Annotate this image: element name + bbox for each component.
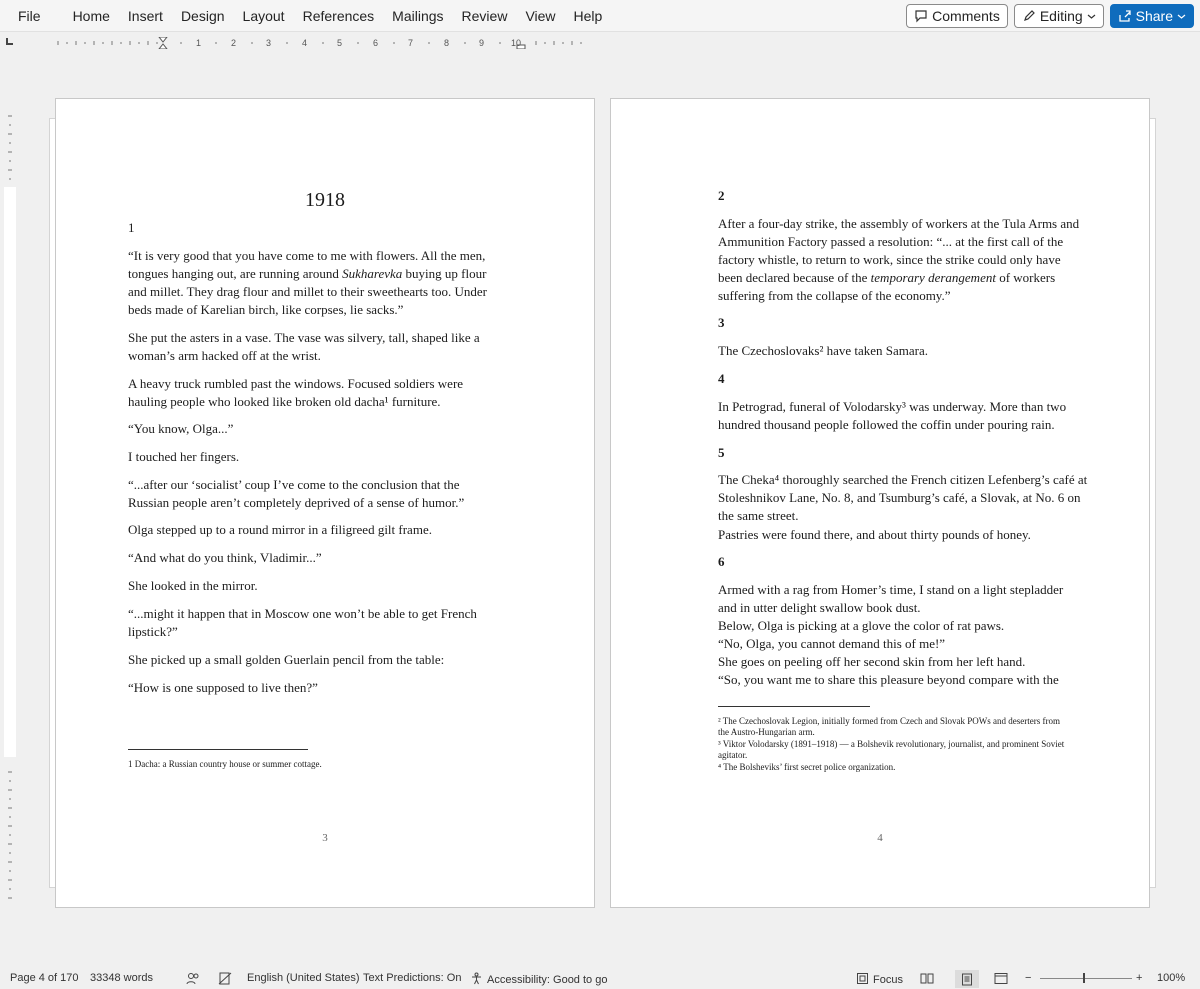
ruler-number: 10 bbox=[511, 38, 522, 48]
page-number: 3 bbox=[322, 832, 328, 844]
section-number: 1 bbox=[128, 220, 135, 235]
footnote: ⁴ The Bolsheviks’ first secret police organization. bbox=[718, 762, 896, 772]
web-layout-icon[interactable] bbox=[994, 972, 1008, 985]
accessibility-status[interactable] bbox=[470, 972, 607, 988]
zoom-level[interactable]: 100% bbox=[1157, 972, 1186, 984]
document-page-4[interactable] bbox=[610, 98, 1150, 908]
footnote: ² The Czechoslovak Legion, initially formed from Czech and Slovak POWs and deserters from the Austro-Hungarian arm. bbox=[718, 716, 1060, 737]
footnote: 1 Dacha: a Russian country house or summer cottage. bbox=[128, 759, 322, 769]
ruler-number: 6 bbox=[373, 38, 379, 48]
footnote-separator bbox=[718, 706, 870, 707]
paragraph: “No, Olga, you cannot demand this of me!” bbox=[718, 636, 946, 651]
section-number: 6 bbox=[718, 554, 725, 569]
footnote: ³ Viktor Volodarsky (1891–1918) — a Bolshevik revolutionary, journalist, and prominent Soviet agitator. bbox=[718, 739, 1065, 760]
accessibility-label: Accessibility: Good to go bbox=[487, 974, 608, 986]
paragraph: The Czechoslovaks² have taken Samara. bbox=[718, 343, 929, 358]
ruler-number: 3 bbox=[266, 38, 272, 48]
menu-mailings[interactable]: Mailings bbox=[392, 7, 444, 24]
paragraph: Pastries were found there, and about thirty pounds of honey. bbox=[718, 527, 1031, 542]
ruler-number: 1 bbox=[196, 38, 202, 48]
section-number: 5 bbox=[718, 445, 725, 460]
paragraph: After a four-day strike, the assembly of workers at the Tula Arms and Ammunition Factory passed a resolution: “... at the first call of the factory whistle, to return to work, since the strike could only have been declared because of the temporary derangement of workers suffering from the collapse of the economy.” bbox=[718, 216, 1080, 303]
share-button[interactable] bbox=[1110, 4, 1194, 28]
editing-label: Editing bbox=[1039, 8, 1083, 24]
focus-mode-button[interactable] bbox=[856, 972, 903, 988]
comment-icon bbox=[914, 9, 928, 23]
menu-design[interactable]: Design bbox=[180, 7, 225, 24]
ruler-number: 4 bbox=[302, 38, 308, 48]
read-mode-icon[interactable] bbox=[920, 972, 934, 985]
paragraph: “How is one supposed to live then?” bbox=[128, 680, 318, 695]
share-icon bbox=[1118, 9, 1132, 23]
menu-references[interactable]: References bbox=[302, 7, 375, 24]
paragraph: I touched her fingers. bbox=[128, 449, 240, 464]
menu-right-actions bbox=[906, 4, 1194, 28]
track-changes-icon[interactable] bbox=[218, 972, 232, 985]
paragraph: She put the asters in a vase. The vase was silvery, tall, shaped like a woman’s arm hacked off at the wrist. bbox=[128, 330, 480, 363]
chevron-down-icon bbox=[1087, 12, 1096, 21]
vertical-ruler[interactable] bbox=[0, 52, 20, 964]
paragraph: “It is very good that you have come to me with flowers. All the men, tongues hanging out, are running around Sukharevka buying up flour and millet. They drag flour and millet to their sweethearts too. Under beds made of Karelian birch, like corpses, lie sacks.” bbox=[128, 248, 487, 317]
editing-mode-button[interactable] bbox=[1014, 4, 1104, 28]
footnote-separator bbox=[128, 749, 308, 750]
section-number: 3 bbox=[718, 315, 725, 330]
menu-insert[interactable]: Insert bbox=[127, 7, 163, 24]
vertical-ruler-ticks bbox=[0, 52, 20, 964]
page-count[interactable]: Page 4 of 170 bbox=[10, 972, 79, 984]
ruler-number: 8 bbox=[444, 38, 450, 48]
share-label: Share bbox=[1135, 8, 1173, 24]
people-icon[interactable] bbox=[186, 972, 200, 985]
ruler-ticks bbox=[56, 37, 588, 49]
ruler-number: 5 bbox=[337, 38, 343, 48]
word-count[interactable]: 33348 words bbox=[90, 972, 153, 984]
ruler-number: 9 bbox=[479, 38, 485, 48]
paragraph: A heavy truck rumbled past the windows. Focused soldiers were hauling people who looked like broken old dacha¹ furniture. bbox=[128, 376, 464, 409]
ribbon-menu-bar bbox=[0, 0, 1200, 32]
chapter-title: 1918 bbox=[305, 189, 345, 211]
paragraph: She picked up a small golden Guerlain pencil from the table: bbox=[128, 652, 445, 667]
tab-selector-icon[interactable] bbox=[6, 38, 13, 45]
zoom-slider[interactable] bbox=[1040, 978, 1132, 979]
status-bar bbox=[0, 968, 1200, 989]
paragraph: Below, Olga is picking at a glove the color of rat paws. bbox=[718, 618, 1005, 633]
menu-file[interactable]: File bbox=[18, 7, 41, 24]
zoom-out-button[interactable]: − bbox=[1025, 972, 1032, 984]
zoom-in-button[interactable]: + bbox=[1136, 972, 1143, 984]
horizontal-ruler[interactable] bbox=[0, 32, 1200, 52]
accessibility-icon bbox=[470, 972, 483, 988]
paragraph: The Cheka⁴ thoroughly searched the French citizen Lefenberg’s café at Stoleshnikov Lane, No. 8, and Tsumburg’s café, a Slovak, at No. 6 on the same street. bbox=[718, 472, 1088, 523]
comments-button[interactable] bbox=[906, 4, 1008, 28]
paragraph: In Petrograd, funeral of Volodarsky³ was underway. More than two hundred thousand people followed the coffin under pouring rain. bbox=[718, 399, 1067, 432]
paragraph: Armed with a rag from Homer’s time, I stand on a light stepladder and in utter delight swallow book dust. bbox=[718, 582, 1064, 615]
paragraph: “So, you want me to share this pleasure beyond compare with the bbox=[718, 672, 1059, 687]
paragraph: She goes on peeling off her second skin from her left hand. bbox=[718, 654, 1026, 669]
menu-view[interactable]: View bbox=[525, 7, 556, 24]
page-number: 4 bbox=[877, 832, 883, 844]
paragraph: “...might it happen that in Moscow one won’t be able to get French lipstick?” bbox=[128, 606, 477, 639]
ruler-number: 2 bbox=[231, 38, 237, 48]
paragraph: “You know, Olga...” bbox=[128, 421, 234, 436]
zoom-slider-handle[interactable] bbox=[1083, 973, 1085, 983]
menu-layout[interactable]: Layout bbox=[242, 7, 285, 24]
paragraph: Olga stepped up to a round mirror in a filigreed gilt frame. bbox=[128, 522, 432, 537]
focus-icon bbox=[856, 972, 869, 988]
pencil-icon bbox=[1022, 9, 1036, 23]
paragraph: “...after our ‘socialist’ coup I’ve come to the conclusion that the Russian people aren’t completely deprived of a sense of humor.” bbox=[128, 477, 465, 510]
section-number: 4 bbox=[718, 371, 725, 386]
comments-label: Comments bbox=[932, 8, 1000, 24]
menu-home[interactable]: Home bbox=[72, 7, 110, 24]
share-chevron-down-icon bbox=[1177, 12, 1186, 21]
text-predictions-status[interactable]: Text Predictions: On bbox=[363, 972, 462, 984]
section-number: 2 bbox=[718, 188, 725, 203]
document-page-3[interactable] bbox=[55, 98, 595, 908]
menu-help[interactable]: Help bbox=[573, 7, 603, 24]
print-layout-icon[interactable] bbox=[955, 970, 979, 988]
ruler-number: 7 bbox=[408, 38, 414, 48]
focus-label: Focus bbox=[873, 974, 903, 986]
language-status[interactable]: English (United States) bbox=[247, 972, 360, 984]
menu-review[interactable]: Review bbox=[461, 7, 508, 24]
paragraph: “And what do you think, Vladimir...” bbox=[128, 550, 322, 565]
paragraph: She looked in the mirror. bbox=[128, 578, 258, 593]
